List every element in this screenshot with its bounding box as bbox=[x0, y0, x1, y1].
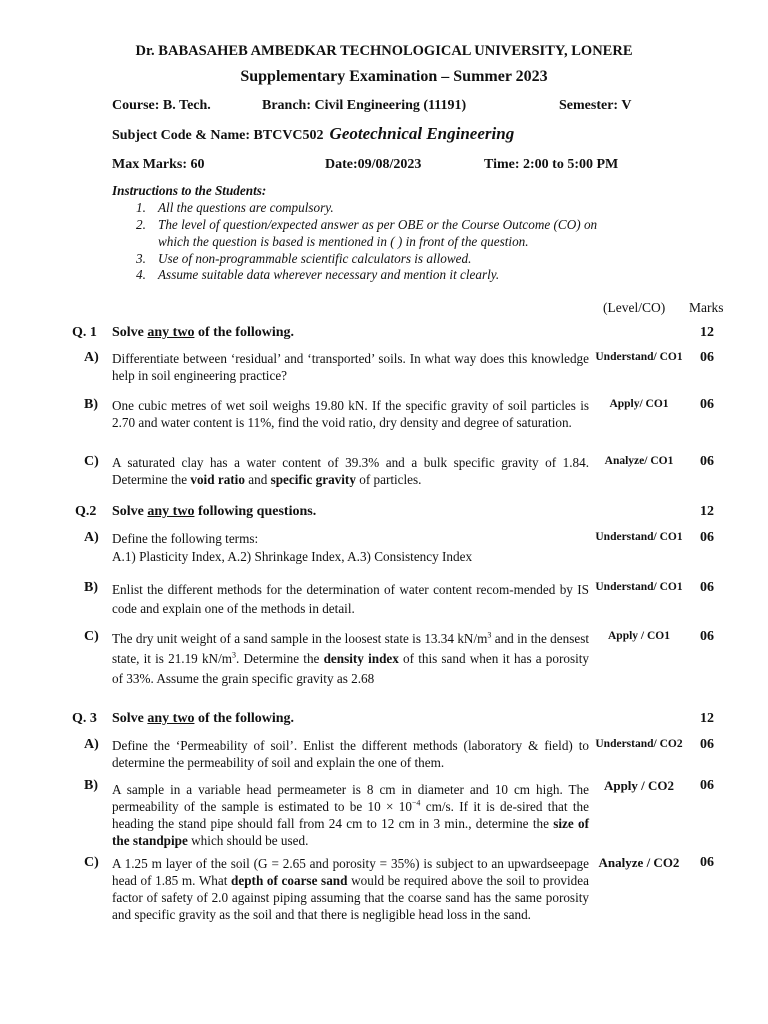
q2a-label: A) bbox=[84, 530, 99, 545]
q2a-line1: Define the following terms: bbox=[112, 531, 259, 546]
instruction-2: The level of question/expected answer as per OBE or the Course Outcome (CO) on bbox=[158, 217, 598, 232]
q1c-level: Analyze/ CO1 bbox=[604, 455, 674, 467]
course: Course: B. Tech. bbox=[112, 98, 211, 113]
q3a-label: A) bbox=[84, 737, 99, 752]
q2b-label: B) bbox=[84, 580, 98, 595]
q2c-level: Apply / CO1 bbox=[608, 630, 670, 642]
instructions-title: Instructions to the Students: bbox=[112, 183, 267, 198]
q1c-label: C) bbox=[84, 454, 99, 469]
exam-title: Supplementary Examination – Summer 2023 bbox=[240, 68, 548, 85]
q3c-text: A 1.25 m layer of the soil (G = 2.65 and porosity = 35%) is subject to an upwardseepage head of 1.85 m. What depth of coarse sand would be required above the soil to providea factor of safety of 2.0 against piping assuming that the coarse sand has the same porosity and specific gravity as the soil and that there is negligible head loss in the sand. bbox=[112, 856, 589, 922]
q2-label: Q.2 bbox=[75, 504, 97, 519]
q1b-marks: 06 bbox=[700, 397, 714, 412]
instruction-num-1: 1. bbox=[136, 200, 146, 215]
exam-time: Time: 2:00 to 5:00 PM bbox=[484, 157, 619, 172]
q3c-marks: 06 bbox=[700, 855, 714, 870]
q1c-text: A saturated clay has a water content of 39.3% and a bulk specific gravity of 1.84. Determine the void ratio and specific gravity of particles. bbox=[112, 455, 589, 487]
q3c-label: C) bbox=[84, 855, 99, 870]
q3a-text: Define the ‘Permeability of soil’. Enlist the different methods (laboratory & field) to determine the permeability of soil and explain the one of them. bbox=[112, 738, 589, 770]
instruction-2-cont: which the question is based is mentioned in ( ) in front of the question. bbox=[158, 234, 529, 249]
q3-heading: Solve any two of the following. bbox=[112, 711, 295, 726]
q2b-level: Understand/ CO1 bbox=[595, 581, 683, 593]
q2-heading: Solve any two following questions. bbox=[112, 504, 317, 519]
q2a-level: Understand/ CO1 bbox=[595, 531, 683, 543]
q1a-marks: 06 bbox=[700, 350, 714, 365]
instruction-4: Assume suitable data wherever necessary and mention it clearly. bbox=[158, 267, 500, 282]
q3a-marks: 06 bbox=[700, 737, 714, 752]
q1b-text: One cubic metres of wet soil weighs 19.80 kN. If the specific gravity of soil particles is 2.70 and water content is 11%, find the void ratio, dry density and degree of saturation. bbox=[112, 398, 589, 430]
q2b-text: Enlist the different methods for the determination of water content recom-mended by IS code and explain one of the methods in detail. bbox=[112, 582, 589, 616]
level-co-header: (Level/CO) bbox=[603, 300, 666, 315]
branch: Branch: Civil Engineering (11191) bbox=[262, 98, 467, 113]
q3-label: Q. 3 bbox=[72, 711, 97, 726]
q3b-label: B) bbox=[84, 778, 98, 793]
university-name: Dr. BABASAHEB AMBEDKAR TECHNOLOGICAL UNIVERSITY, LONERE bbox=[135, 43, 633, 59]
max-marks: Max Marks: 60 bbox=[112, 157, 205, 172]
q2a-marks: 06 bbox=[700, 530, 714, 545]
instruction-num-4: 4. bbox=[136, 267, 146, 282]
q1a-label: A) bbox=[84, 350, 99, 365]
instruction-num-3: 3. bbox=[136, 251, 146, 266]
instruction-3: Use of non-programmable scientific calculators is allowed. bbox=[158, 251, 472, 266]
q3c-level: Analyze / CO2 bbox=[598, 855, 680, 870]
q1b-level: Apply/ CO1 bbox=[609, 398, 669, 410]
instruction-num-2: 2. bbox=[136, 217, 146, 232]
marks-header: Marks bbox=[689, 300, 724, 315]
q1-heading: Solve any two of the following. bbox=[112, 325, 295, 340]
instruction-1: All the questions are compulsory. bbox=[158, 200, 334, 215]
q3-marks: 12 bbox=[700, 711, 714, 726]
q2b-marks: 06 bbox=[700, 580, 714, 595]
subject-name: Geotechnical Engineering bbox=[329, 124, 515, 143]
q2c-marks: 06 bbox=[700, 629, 714, 644]
exam-date: Date:09/08/2023 bbox=[325, 157, 422, 172]
q3a-level: Understand/ CO2 bbox=[595, 738, 683, 750]
q1b-label: B) bbox=[84, 397, 98, 412]
q1-label: Q. 1 bbox=[72, 325, 97, 340]
q2a-line2: A.1) Plasticity Index, A.2) Shrinkage Index, A.3) Consistency Index bbox=[112, 549, 473, 564]
q2-marks: 12 bbox=[700, 504, 714, 519]
q2c-label: C) bbox=[84, 629, 99, 644]
q1c-marks: 06 bbox=[700, 454, 714, 469]
q1a-level: Understand/ CO1 bbox=[595, 351, 683, 363]
q1a-text: Differentiate between ‘residual’ and ‘transported’ soils. In what way does this knowledge help in soil engineering practice? bbox=[112, 351, 589, 383]
subject-line bbox=[112, 124, 514, 144]
subject-code: Subject Code & Name: BTCVC502 bbox=[112, 128, 324, 143]
semester: Semester: V bbox=[559, 98, 632, 113]
q3b-level: Apply / CO2 bbox=[603, 778, 675, 793]
q3b-marks: 06 bbox=[700, 778, 714, 793]
q2c-text: The dry unit weight of a sand sample in the loosest state is 13.34 $kN/m^3$ and in the densest state, it is 21.19 $kN/m^3$. Determine the density index of this sand when it has a porosity of 33%. Assume the grain specific gravity as 2.68 bbox=[112, 630, 590, 686]
q3b-text: A sample in a variable head permeameter is 8 cm in diameter and 10 cm high. The permeability of the sample is estimated to be $10 \times 10^{-4}$ cm/s. If it is de-sired that the heading the stand pipe should fall from 24 cm to 12 cm in 3 min., determine the size of the standpipe which should be used. bbox=[112, 782, 589, 848]
q1-marks: 12 bbox=[700, 325, 714, 340]
